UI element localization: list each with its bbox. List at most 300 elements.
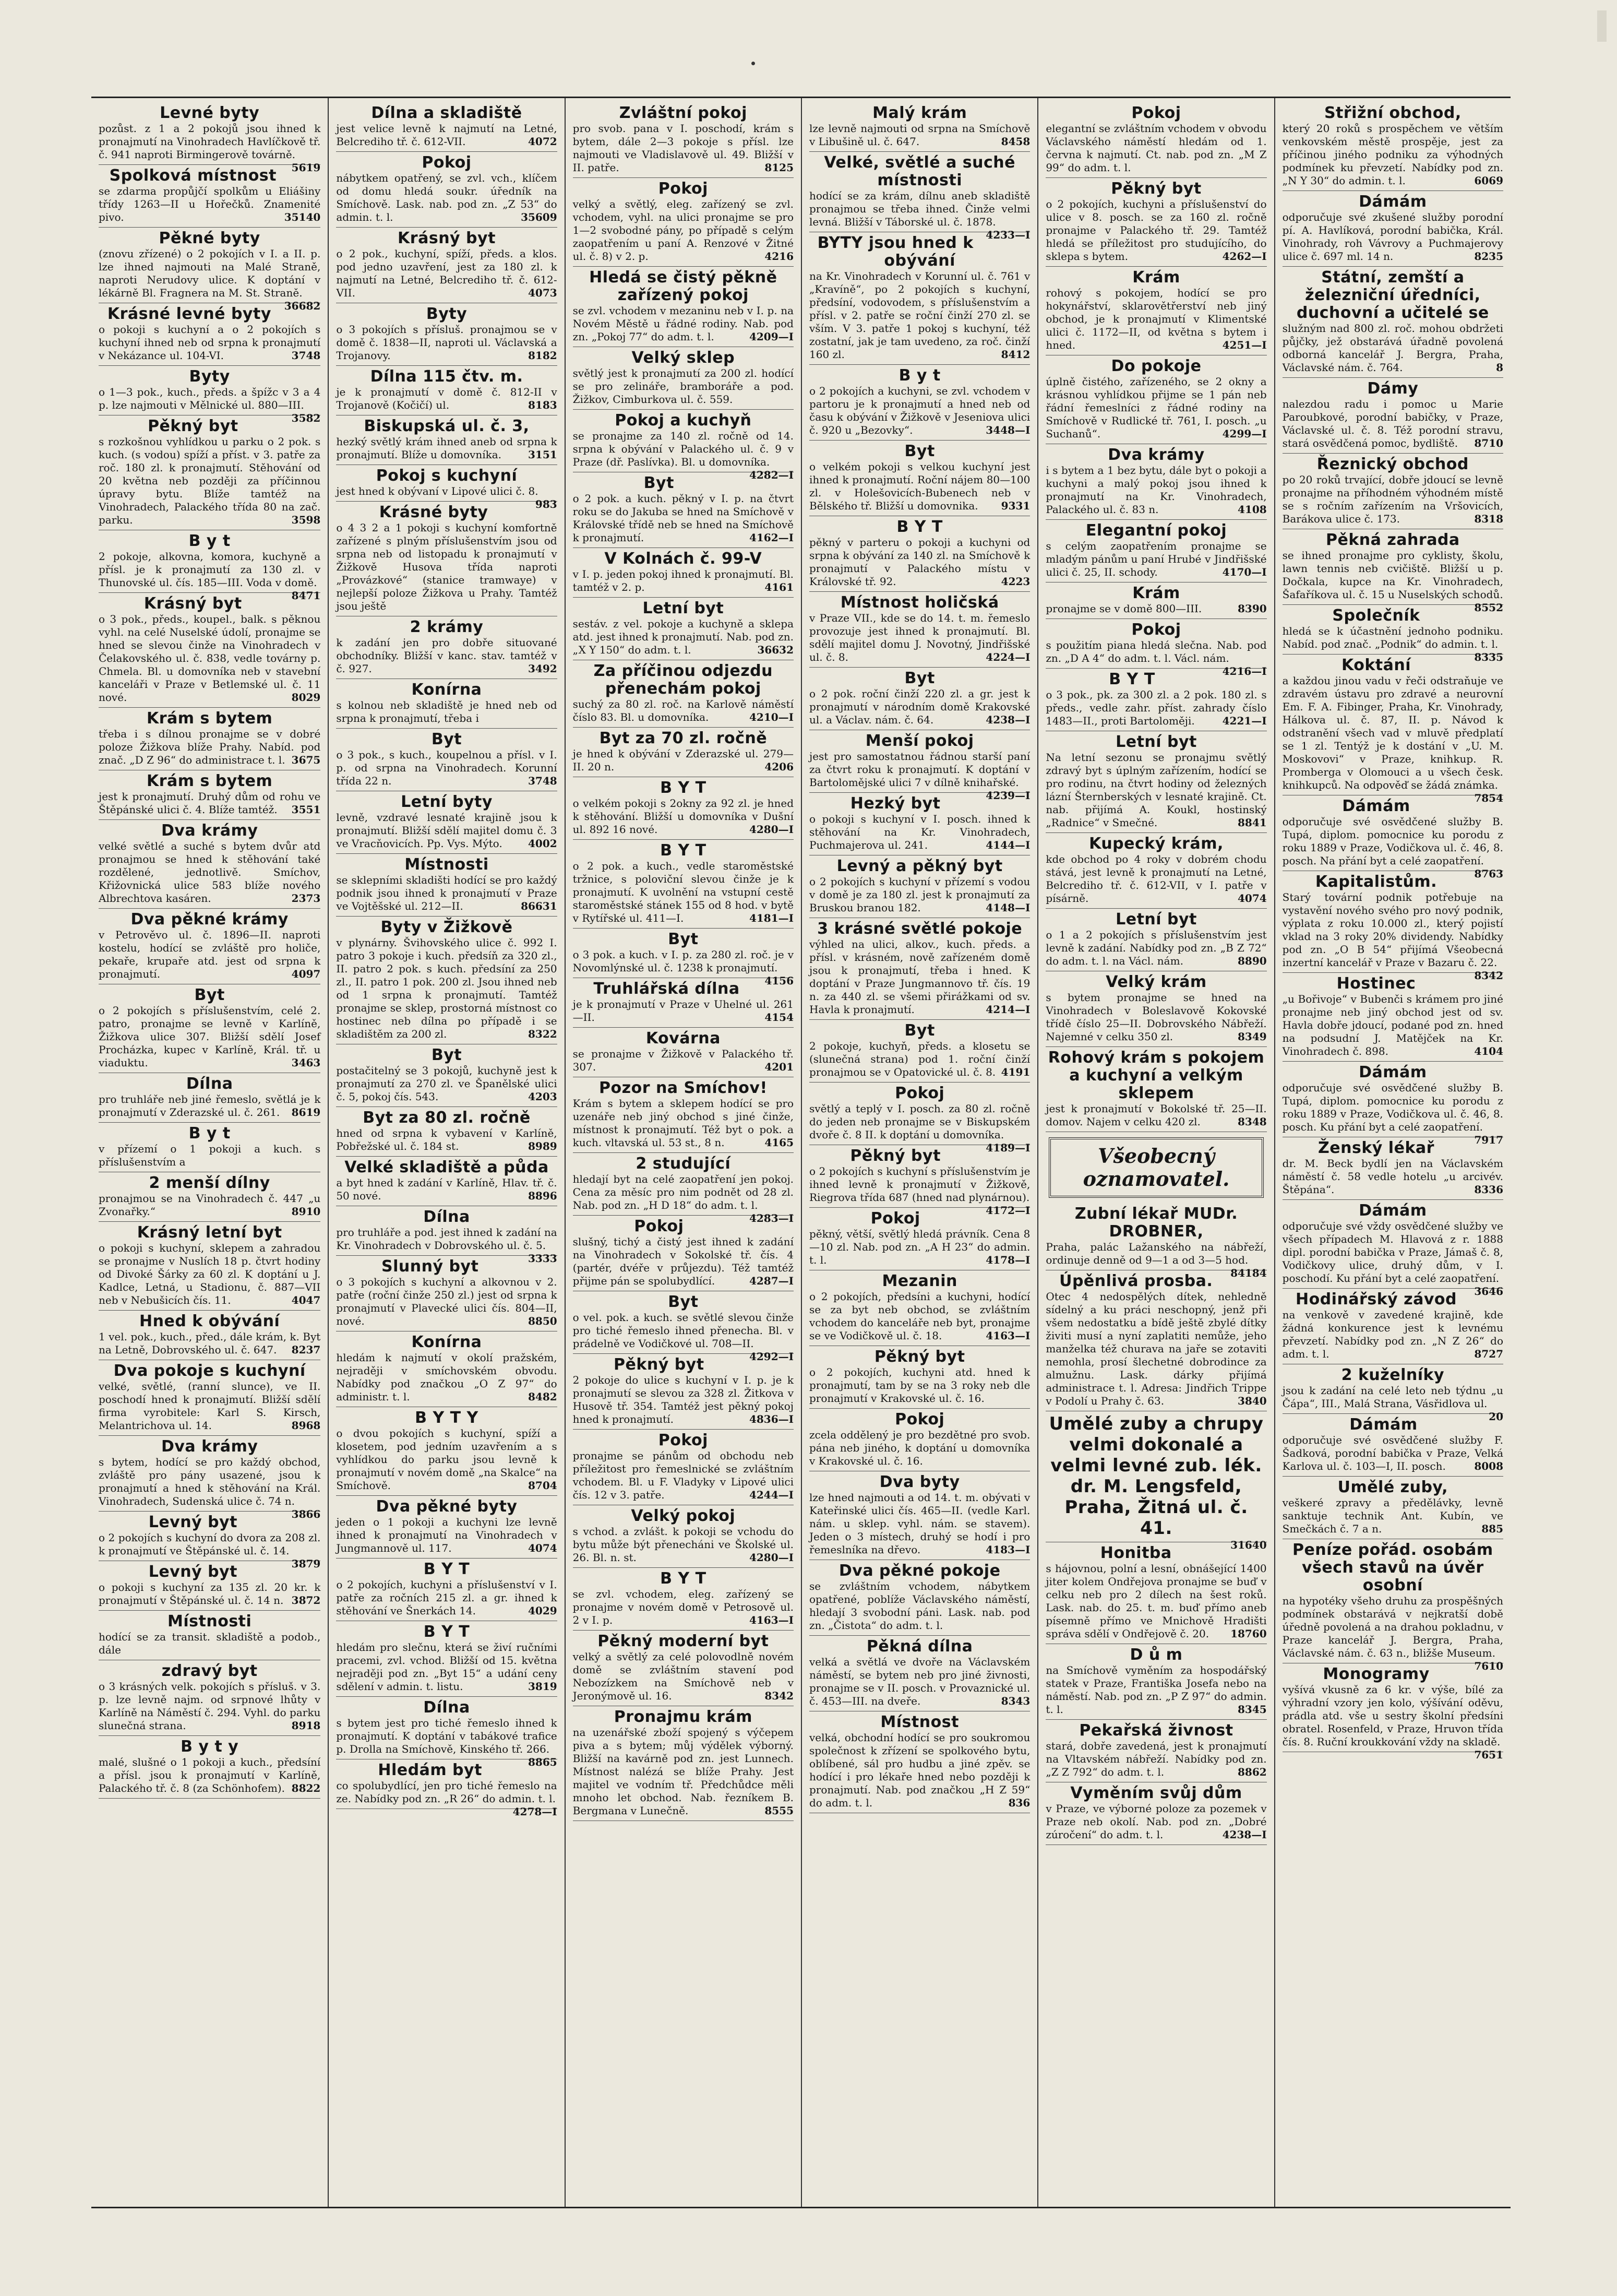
ad-reference-number: 31640 [1230,1539,1267,1551]
ad-heading: Dílna 115 čtv. m. [370,367,523,386]
ad-text: levně, vzdravé lesnaté krajině jsou k pronajmutí. Bližší sdělí majitel domu č. 3 ve Vracňovicích. Pp. Vys. Mýto. [336,811,557,850]
classified-ad [99,1222,320,1311]
ad-heading: Dva krámy [161,822,258,840]
ad-heading: Dílna [423,1698,470,1717]
ad-body [99,550,321,602]
classified-ad [336,102,557,152]
ad-body [573,1449,794,1502]
classified-ad [1046,1782,1266,1845]
ad-heading: 2 studující [636,1155,731,1173]
ad-reference-number: 983 [535,498,557,510]
ad-heading: Menší pokoj [865,732,974,750]
ad-heading: Pěkný byt [874,1348,965,1366]
classified-ad [1046,1270,1266,1411]
classified-ad [336,465,557,510]
classified-ad [573,548,794,598]
classified-ad [1046,178,1266,267]
ad-reference-number: 4097 [291,968,321,980]
ad-body [573,304,794,343]
ad-text: k zadání jen pro dobře situované obchodníky. Bližší v kanc. stav. tamtéž v č. 927. [336,636,557,675]
ad-heading: Dva krámy [1108,446,1205,464]
ad-body [573,1374,794,1426]
ad-text: se pronajme v Žižkově v Palackého tř. 307. [572,1048,794,1073]
ad-column-5 [1037,98,1274,2207]
ad-heading: Byty [426,305,468,323]
ad-text: odporučuje své osvědčené služby B. Tupá, diplom. pomocnice ku porodu z roku 1889 v Praze, Vodičkova ul. č. 46, 8. posch. Ku přání byt a celé zaopatření. [1282,1081,1503,1133]
classified-ad [809,668,1030,730]
ad-body [1282,1683,1503,1761]
ad-reference-number: 4239—I [986,789,1031,802]
ad-heading: Dva pokoje s kuchyní [113,1362,306,1380]
ad-text: velký a světlý, eleg. zařízený se zvl. vchodem, vyhl. na ulici pronajme se pro 1—2 svobodné pány, po případě s celým zaopatřením u paní A. Renzové v Žitné ul. č. 8) v 2. p. [572,198,794,263]
ad-body [1046,751,1266,829]
ad-heading: Pokoj [895,1410,945,1429]
classified-ad [1046,1411,1267,1551]
ad-text: jest pro samostatnou řádnou starší paní za čtvrt roku k pronajmutí. K doptání v Bartolomějské ulici 7 v dílně knihařské. [809,750,1031,789]
ad-reference-number: 8342 [764,1690,794,1702]
ad-reference-number: 8555 [764,1804,794,1817]
ad-body [573,122,794,174]
ad-body [336,1176,557,1203]
ad-heading: Pokoj [1131,621,1181,639]
ad-text: o 4 3 2 a 1 pokoji s kuchyní komfortně zařízené s plným příslušenstvím jsou od srpna neb od listopadu k pronajmutí v Žižkově Husova třída naproti „Provázkové“ (stanice tramwaye) v nejlepší poloze Žižkova u Prahy. Tamtéž jsou ještě [336,521,557,612]
ad-body [1282,1595,1503,1672]
ad-text: Na letní sezonu se pronajmu světlý zdravý byt s úplným zařízením, hodící se pro rodinu, na čtvrt hodiny od železných lázní Šternberských v lesnaté krajině. Ct. nab. přijímá A. Koukl, hostinský „Radnice“ v Smečné. [1046,751,1267,829]
ad-body [336,1226,557,1265]
ad-heading: Pokoj a kuchyň [615,411,752,430]
ad-reference-number: 8345 [1237,1703,1267,1716]
ad-body [99,1680,320,1732]
classified-ad [99,1512,321,1570]
ad-body [809,750,1031,802]
ad-text: velká, obchodní hodící se pro soukromou společnost k zřízení se spolkového bytu, oblíbené, sál pro hudbu a jiné zpěv. se hodící i pro lékaře hned nebo později k pronajmutí. Nab. pod značkou „H Z 59“ do adm. t. l. [809,1731,1031,1809]
ad-reference-number: 3646 [1474,1285,1503,1298]
ad-heading: B Y T [660,779,706,797]
ad-text: se ihned pronajme pro cyklisty, školu, lawn tennis neb cvičiště. Bližší u p. Dočkala, kupce na Kr. Vinohradech, Šafaříkova ul. č. 15 u Nuselských schodů. [1282,549,1503,601]
ad-text: výhled na ulici, alkov., kuch. předs. a přísl. v krásném, nově zařízeném domě jsou k pronajmutí, třeba i hned. K doptání v Praze Jungmannovo tř. čís. 19 n. za 440 zl. se všemi přirážkami od sv. Havla k pronajmutí. [809,938,1031,1016]
ad-reference-number: 4181—I [749,912,794,924]
ad-heading: B Y T [423,1560,470,1578]
ad-heading: Byty v Žižkově [380,918,513,936]
ad-heading: Levný byt [148,1513,237,1531]
ad-heading: Krám s bytem [147,709,273,728]
ad-heading: Společník [1332,606,1420,625]
ad-text: o dvou pokojích s kuchyní, spíží a klosetem, pod jedním uzavřením a s vyhlídkou do parku jsou levně k pronajmutí v novém domě „na Skalce“ na Smíchově. [336,1427,557,1492]
ad-body [809,687,1030,727]
classified-ad [1046,520,1266,582]
classified-ads-page [91,97,1511,2208]
ad-heading: zdravý byt [161,1662,258,1680]
ad-text: o 2 pokojích, kuchyni a příslušenství v I. patře za ročních 215 zl. a gr. ihned k stěhování ve Šnerkách 14. [336,1578,557,1617]
ad-text: lze hned najmouti a od 14. t. m. obývati v Kateřinské ulici čís. 465—II. (vedle Karl. nám. u sklep. vyhl. nám. se stavem). Jeden o 3 místech, druhý se hodí i pro řemeslníka na dřevo. [809,1491,1031,1556]
ad-heading: Dva pěkné byty [376,1497,518,1516]
ad-reference-number: 4108 [1237,503,1267,516]
ad-text: kde obchod po 4 roky v dobrém chodu stává, jest levně k pronajmutí na Letné, Belcrediho tř. č. 612-VII, v I. patře v písárně. [1046,853,1267,905]
ad-text: nábytkem opatřený, se zvl. vch., klíčem od domu hledá soukr. úředník na Smíchově. Lask. nab. pod zn. „Z 53“ do admin. t. l. [336,172,557,223]
ad-reference-number: 8343 [1001,1695,1031,1707]
ad-reference-number: 3872 [291,1594,321,1607]
ad-text: v plynárny. Švihovského ulice č. 992 I. patro 3 pokoje i kuch. předsíň za 320 zl., II. patro 2 pok. s kuch. předsíní za 250 zl., II. patro 1 pok. 200 zl. Jsou ihned neb od 1 srpna k pronajmutí. Tamtéž pronajme se sklep, prostorná místnost co hostinec neb dílna po případě i se skladištěm za 200 zl. [336,936,557,1040]
classified-ad [99,593,320,708]
ad-body [1046,540,1266,579]
ad-body [1283,1157,1503,1196]
ad-heading: Ženský lékař [1318,1139,1434,1157]
ad-text: o 1—3 pok., kuch., předs. a špížc v 3 a 4 p. lze najmouti v Mělnické ul. 880—III. [99,386,321,411]
ad-reference-number: 4165 [764,1136,794,1149]
ad-text: pěkný v parteru o pokoji a kuchyni od srpna k obývání za 140 zl. na Smíchově k pronajmutí v Palackého místu v Královské tř. 92. [809,536,1031,588]
ad-body [1283,993,1503,1058]
classified-ad [573,347,794,410]
ad-heading: B y t [188,532,231,550]
ad-text: s bytem pronajme se hned na Vinohradech v Boleslavově Kokovské třídě číslo 25—II. Dobrovského Nábřeží. Najemné v celku 350 zl. [1046,991,1267,1043]
ad-body [809,875,1030,914]
ad-body [573,1525,794,1564]
ad-body [809,612,1030,664]
ad-reference-number: 8890 [1237,955,1267,967]
ad-reference-number: 9331 [1001,499,1031,512]
ad-reference-number: 3866 [291,1508,321,1520]
ad-heading: Letní byt [1116,910,1197,929]
ad-heading: Spolková místnost [109,166,277,185]
ad-reference-number: 4170—I [1222,566,1267,578]
ad-reference-number: 3748 [291,349,321,362]
classified-ad [1282,1539,1503,1672]
classified-ad [1282,1663,1503,1761]
ad-body [809,1040,1030,1079]
ad-text: je hned k obývání v Zderazské ul. 279—II. 20 n. [572,747,794,773]
ad-reference-number: 8862 [1237,1766,1267,1778]
ad-text: hezký světlý krám ihned aneb od srpna k pronajmutí. Blíže u domovníka. [336,435,557,461]
ad-heading: Honitba [1100,1544,1172,1562]
ad-body [99,929,320,981]
ad-reference-number: 4216 [764,250,794,263]
ad-text: pro truhláře neb jiné řemeslo, světlá je k pronajmutí v Zderazské ul. č. 261. [99,1093,321,1119]
ad-heading: Místnost holičská [840,593,999,612]
ad-heading: Byt [643,474,674,492]
ad-heading: Rohový krám s pokojem a kuchyní a velkým sklepem [1048,1049,1265,1102]
ad-reference-number: 4029 [528,1604,557,1617]
ad-reference-number: 4183—I [986,1543,1031,1556]
ad-text: o 3 krásných velk. pokojích s přísluš. v 3. p. lze levně najm. od srpnové lhůty v Karlíně na Náměstí č. 294. Vyhl. do parku slunečná strana. [99,1680,321,1732]
ad-heading: Krásné levné byty [107,305,271,323]
classified-ad [573,472,794,548]
ad-body [572,948,794,987]
ad-reference-number: 36632 [757,644,794,656]
ad-heading: Byt [668,1293,699,1311]
ad-heading: Pokoj [658,180,708,198]
ad-heading: Dva krámy [161,1437,258,1456]
ad-reference-number: 35609 [521,211,557,223]
ad-text: jsou k zadání na celé leto neb týdnu „u Čápa“, III., Malá Strana, Vásřidlova ul. [1282,1384,1503,1410]
ad-heading: B Y T [660,841,706,860]
ad-text: malé, slušné o 1 pokoji a kuch., předsíní a přísl. jsou k pronajmutí v Karlíně, Palackého tř. č. 8 (za Schönhofem). [99,1756,321,1794]
ad-reference-number: 3333 [528,1252,557,1265]
ad-heading: Byt [431,730,462,748]
ad-text: úplně čistého, zařízeného, se 2 okny a krásnou vyhlídkou přijme se 1 pán neb řádní řemeslníci z řádné rodiny na Smíchově v Rudlické tř. 761, I. posch. „u Suchanů“. [1046,375,1267,440]
ad-heading: Pěkná zahrada [1326,531,1460,549]
ad-text: se zvl. vchodem v mezaninu neb v I. p. na Novém Městě u řádné rodiny. Nab. pod zn. „Pokoj 77“ do adm. t. l. [572,304,794,343]
classified-ad [99,1660,320,1736]
ad-reference-number: 8727 [1474,1348,1503,1360]
ad-text: na uzenářské zboží spojený s výčepem piva a s bytem; můj výdělek výborný. Bližší na kavárně pod zn. jest Lunnech. Místnost nalézá se blíže Prahy. Jest majitel ve vodním tř. Předchůdce měli mnoho let obchod. Nab. řezníkem B. Bergmana v Lunečně. [572,1726,794,1817]
ad-heading: Pěkné byty [159,229,260,247]
ad-heading: Pokoj [870,1209,920,1228]
ad-text: v Praze, ve výborné poloze za pozemek v Praze neb okolí. Nab. pod zn. „Dobré zúročení“ do adm. t. l. [1046,1802,1267,1841]
ad-heading: B y t [899,366,941,385]
ad-text: o 3 pok., pk. za 300 zl. a 2 pok. 180 zl. s předs., vedle zahr. příst. zahrady číslo 1483—II., proti Bartoloměji. [1046,688,1267,727]
ad-body [99,1093,320,1119]
ad-heading: Velký krám [1106,973,1207,991]
classified-ad [809,592,1030,668]
ad-body [809,1429,1030,1468]
ad-reference-number: 4209—I [749,330,794,343]
classified-ad [99,1561,320,1611]
ad-text: i s bytem a 1 bez bytu, dále byt o pokoji a kuchyni a malý pokoj jsou ihned k pronajmutí na Kr. Vinohradech, Palackého ul. č. 83 n. [1046,464,1267,516]
classified-ad [99,909,320,984]
ad-reference-number: 4216—I [1222,665,1267,677]
classified-ad [1282,655,1503,804]
ad-reference-number: 4244—I [749,1489,794,1501]
ad-text: se zvl. vchodem, eleg. zařízený se pronajme v novém domě v Petrosově ul. 2 v I. p. [572,1588,794,1626]
ad-heading: Elegantní pokoj [1085,521,1227,540]
ad-body [573,1097,794,1149]
ad-reference-number: 8412 [1001,348,1031,361]
ad-heading: 2 menší dílny [149,1174,270,1192]
ad-text: o 2 pokojích s kuchyní do dvora za 208 zl. k pronajmutí ve Štěpánské ul. č. 14. [99,1531,321,1557]
ad-reference-number: 4287—I [749,1275,794,1287]
ad-body [336,1717,557,1768]
classified-ad [99,1172,320,1222]
ad-body [809,1580,1030,1632]
ad-reference-number: 8235 [1474,250,1503,263]
ad-text: slušný, tichý a čistý jest ihned k zadání na Vinohradech v Sokolské tř. čís. 4 (partér, dvéře v průjezdu). Též tamtéž přijme pán se spolubydlící. [572,1235,794,1287]
classified-ad [573,102,794,178]
classified-ad [573,777,794,840]
classified-ad [573,1028,794,1077]
ad-reference-number: 4238—I [1222,1828,1267,1841]
ad-heading: D ů m [1130,1646,1183,1664]
classified-ad [809,232,1030,365]
ad-heading: B Y T [423,1623,470,1641]
ad-text: o 3 pokojích s přísluš. pronajmou se v domě č. 1838—II, naproti ul. Václavská a Trojanovy. [336,323,557,362]
ad-text: o 3 pokojích s kuchyní a alkovnou v 2. patře (roční činže 250 zl.) jest od srpna k pronajmutí v Plavecké ulici čís. 804—II, nové. [336,1276,557,1327]
ad-reference-number: 8910 [291,1205,321,1218]
classified-ad [336,917,557,1044]
ad-column-2 [328,98,564,2207]
classified-ad [336,152,557,228]
classified-ad [99,770,320,820]
ad-text: pěkný, větší, světlý hledá právník. Cena 8—10 zl. Nab. pod zn. „A H 23“ do admin. t. l. [809,1228,1031,1266]
ad-heading: Letní byt [1116,733,1197,751]
ad-body [809,385,1030,437]
ad-heading: Státní, zemští a železniční úředníci, duchovní a učitelé se [1296,268,1489,322]
ad-text: o 3 pok., s kuch., koupelnou a přísl. v I. p. od srpna na Vinohradech. Korunní třída 22 n. [336,748,557,787]
ad-body [99,840,320,905]
ad-reference-number: 4201 [764,1061,794,1073]
classified-ad [809,855,1030,918]
ad-heading: Hledá se čistý pěkně zařízený pokoj [589,268,777,304]
ad-text: o 3 pok., předs., koupel., balk. s pěknou vyhl. na celé Nuselské údolí, pronajme se hned se slevou činže na Vinohradech v Čelakovského ul. č. 838, vedle továrny p. Chmela. Bl. u domovníka neb v stavební kanceláři v Praze v Betlemské ul. č. 11 nové. [99,613,321,704]
ad-heading: Pěkný byt [614,1355,704,1374]
ad-text: sestáv. z vel. pokoje a kuchyně a sklepa atd. jest ihned k pronajmutí. Nab. pod zn. „X Y 150“ do adm. t. l. [572,617,794,656]
classified-ad [1046,619,1267,677]
ad-reference-number: 8822 [291,1782,321,1794]
ad-body [1046,853,1266,905]
classified-ad [1046,1720,1266,1782]
ad-body [573,698,794,724]
ad-heading: Krásný letní byt [137,1223,282,1242]
ad-reference-number: 4203 [528,1090,557,1103]
ad-text: s bytem, hodící se pro každý obchod, zvláště pro pány usazené, jsou k pronajmutí a hned k stěhování na Král. Vinohradech, Sudenská ulice č. 74 n. [99,1456,321,1507]
ad-heading: Pěkný byt [1111,180,1202,198]
ad-heading: Pekařská živnost [1079,1721,1233,1740]
ad-body [1046,1102,1266,1128]
ad-body [573,747,794,774]
ad-reference-number: 2373 [291,892,321,905]
ad-text: o velkém pokoji s 2okny za 92 zl. je hned k stěhování. Bližší u domovníka v Dušní ul. 892 16 nové. [572,797,794,836]
ad-reference-number: 8008 [1474,1460,1503,1472]
ad-heading: Byt [194,986,225,1004]
classified-ad [99,415,320,530]
classified-ad [1282,871,1503,982]
classified-ad [809,1560,1030,1636]
ad-text: na venkově v zavedené krajině, kde žádná konkurence jest k levnému převzetí. Nabídky pod zn. „N Z 26“ do adm. t. l. [1282,1308,1503,1360]
ad-heading: Truhlářská dílna [593,980,740,998]
ad-heading: B y t y [181,1738,239,1756]
ad-body [1046,688,1266,728]
ad-column-3 [565,98,801,2207]
ad-text: se zvláštním vchodem, nábytkem opatřené, poblíže Václavského náměstí, hledají 3 svobodní páni. Lask. nab. pod zn. „Čistota“ do adm. t. l. [809,1580,1031,1632]
ad-text: o pokoji s kuchyní za 135 zl. 20 kr. k pronajmutí v Štěpánské ul. č. 14 n. [99,1581,321,1607]
ad-body [99,435,320,527]
classified-ad [336,1621,557,1697]
ad-text: na hypotéky všeho druhu za prospěšných podmínek obstarává v nejkratší době úředně povolená a na drahou pokladnu, v Praze kancelář J. Bergra, Praha, Václavské nám. č. 63 n., bližše Museum. [1282,1595,1503,1659]
ad-body [1046,198,1266,263]
ad-reference-number: 8336 [1474,1183,1503,1196]
ad-body [572,1311,794,1363]
ad-heading: B Y T [896,518,943,536]
classified-ad [1046,833,1266,909]
ad-text: světlý jest k pronajmutí za 200 zl. hodící se pro zelináře, bramboráře a pod. Žižkov, Cimburkova ul. č. 559. [572,367,794,406]
classified-ad [1046,971,1266,1047]
ad-text: o 2 pokojích, kuchyni a příslušenství do ulice v 8. posch. se za 160 zl. ročně pronajme v Palackého tř. 29. Tamtéž hledá se příležitost pro studujícího, do sklepa s bytem. [1046,198,1267,263]
classified-ad [1282,1062,1503,1146]
classified-ad [336,228,557,303]
ad-text: o 2 pok., kuchyní, spíží, předs. a klos. pod jedno uzavření, jest za 180 zl. k najmutí na Letné, Belcrediho tř. č. 612-VII. [336,247,557,299]
ad-body [1046,1241,1267,1279]
ad-heading: Koktání [1341,656,1411,674]
ad-reference-number: 8710 [1474,437,1503,449]
ad-reference-number: 4191 [1001,1066,1031,1078]
ad-body [336,1276,557,1328]
ad-body [336,1779,557,1818]
ad-body [336,811,557,850]
ad-heading: Pokoj [422,153,472,172]
classified-ad [809,1208,1030,1270]
classified-ad [573,1216,794,1291]
ad-reference-number: 4163—I [749,1614,794,1626]
ad-text: o 1 a 2 pokojích s příslušenstvím jest levně k zadání. Nabídky pod zn. „B Z 72“ do adm. t. l. na Václ. nám. [1046,929,1267,967]
ad-body [1283,322,1503,374]
ad-body [573,860,794,925]
classified-ad [1283,267,1503,378]
classified-ad [809,918,1030,1020]
ad-heading: Kupecký krám, [1089,835,1224,853]
classified-ad [1283,1137,1503,1200]
ad-reference-number: 7651 [1474,1748,1503,1761]
ad-heading: Pokoj [634,1217,684,1235]
classified-ad [1283,454,1503,529]
ad-body [99,122,321,174]
ad-body [809,189,1031,241]
classified-ad [1282,1364,1503,1423]
ad-reference-number: 8335 [1474,651,1503,663]
ad-reference-number: 35140 [284,211,321,223]
ad-heading: Byt za 70 zl. ročně [599,729,768,747]
ad-text: hledám pro slečnu, která se živí ručními pracemi, zvl. vchod. Bližší od 15. května nejraději pod zn. „Byt 15“ a udání ceny sdělení v admin. t. listu. [336,1641,557,1693]
ad-reference-number: 8182 [528,349,557,362]
ad-text: jest hned k obývaní v Lipové ulici č. 8. [336,485,538,497]
ad-body [572,430,794,481]
ad-text: světlý a teplý v I. posch. za 80 zl. ročně do jeden neb pronajme se v Biskupském dvoře č. 8 II. k doptání u domovníka. [809,1102,1031,1141]
ad-body [573,198,794,263]
classified-ad [1282,795,1503,880]
ad-heading: B Y T [1109,670,1155,688]
ad-reference-number: 8841 [1237,816,1267,829]
ad-text: o pokoji s kuchyní a o 2 pokojích s kuchyní ihned neb od srpna k pronajmutí v Nekázance ul. 104-VI. [99,323,321,362]
ad-body [99,1581,320,1607]
ad-text: suchý za 80 zl. roč. na Karlově náměstí číslo 83. Bl. u domovníka. [572,698,794,723]
ad-reference-number: 8349 [1237,1030,1267,1043]
classified-ad [573,267,794,347]
ad-text: pro truhláře a pod. jest ihned k zadání na Kr. Vinohradech v Dobrovského ul. č. 5. [336,1226,557,1252]
ad-column-4 [801,98,1037,2207]
classified-ad [809,516,1030,592]
ad-heading: B y t [188,1124,231,1143]
ad-text: s rozkošnou vyhlídkou u parku o 2 pok. s kuch. (s vodou) spíží a příst. v 3. patře za roč. 180 zl. k pronajmutí. Stěhování od 20 května neb později za příčinnou úpravy bytu. Blíže tamtéž na Vinohradech, Palackého třída 80 na zač. parku. [99,435,321,526]
ad-text: jest k pronajmutí. Druhý dům od rohu ve Štěpánské ulici č. 4. Blíže tamtéž. [99,790,321,816]
ad-text: o 2 pokojích s kuchyní v přízemí s vodou v domě je za 180 zl. jest k pronajmutí za Bruskou branou 182. [809,875,1031,914]
classified-ad [573,978,794,1028]
classified-ad [573,1568,794,1631]
ad-heading: Pozor na Smíchov! [599,1079,768,1097]
ad-body [1282,815,1503,880]
classified-ad [99,1073,320,1123]
ad-heading: Levné byty [160,104,260,122]
classified-ad [336,1331,557,1407]
ad-text: pozůst. z 1 a 2 pokojů jsou ihned k pronajmutí na Vinohradech Havlíčkově tř. č. 941 naproti Birmingerově továrně. [99,122,321,161]
ad-heading: Krám s bytem [147,772,273,790]
ad-text: postačitelný se 3 pokojů, kuchyně jest k pronajmutí za 270 zl. ve Španělské ulici č. 5, pokoj čís. 543. [336,1064,557,1103]
ad-heading: 2 kuželníky [1341,1366,1445,1384]
ad-text: se pronajme za 140 zl. ročně od 14. srpna k obývání v Palackého ul. č. 9 v Praze (dř. Paslívka). Bl. u domovníka. [572,430,794,468]
classified-ad [809,1082,1031,1154]
classified-ad [336,1407,557,1496]
ad-heading: Velký sklep [631,349,735,367]
ad-text: o 2 pokojích, předsíni a kuchyni, hodící se za byt neb obchod, se zvláštním vchodem do kanceláře neb byt, pronajme se ve Vodičkově ul. č. 18. [809,1290,1031,1342]
ad-heading: Byt [431,1046,462,1064]
ad-body [99,1004,320,1069]
ad-reference-number: 8850 [528,1315,557,1327]
ad-reference-number: 4154 [764,1011,794,1024]
ad-heading: Za příčinou odjezdu přenechám pokoj [593,662,773,698]
classified-ad [809,365,1030,441]
ad-reference-number: 3463 [291,1056,321,1069]
ad-body [99,386,321,424]
page-corner-tab [1597,10,1607,42]
ad-text: v Petrověvo ul. č. 1896—II. naproti kostelu, hodící se zvláště pro holiče, pekaře, krupaře atd. jest od srpna k pronajmutí. [99,929,321,980]
ad-reference-number: 8704 [528,1479,557,1492]
